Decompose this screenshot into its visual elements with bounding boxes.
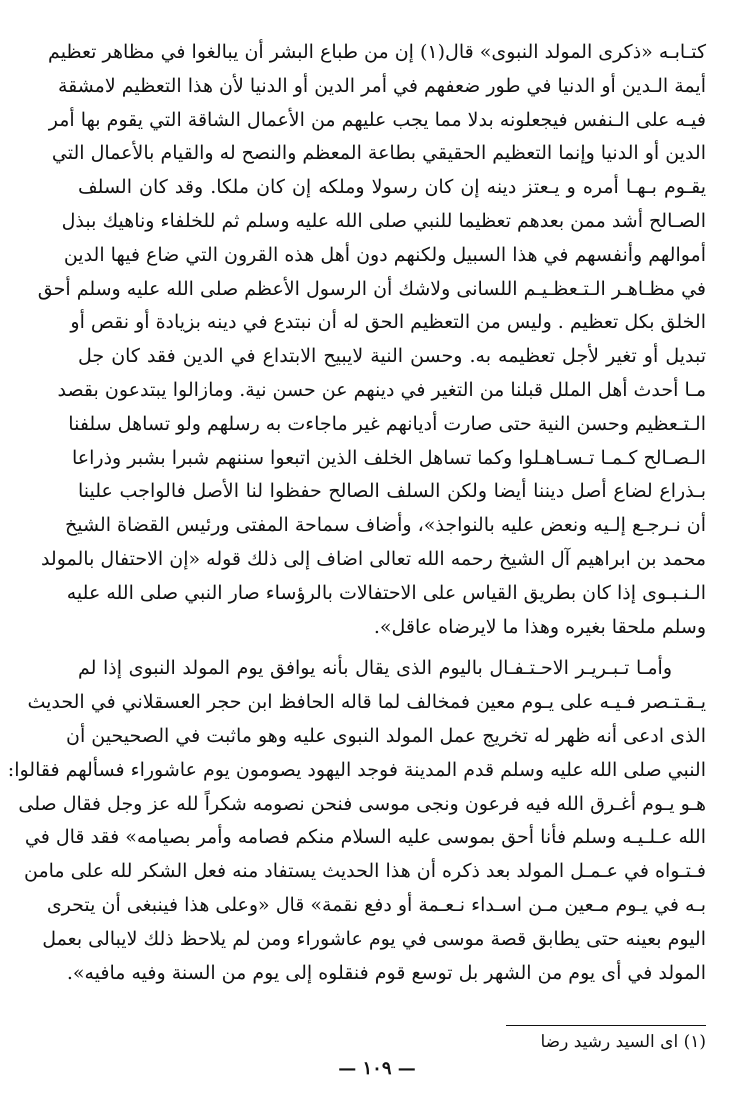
paragraph-1: [37, 36, 706, 644]
text-line: فيـه على الـنفس فيجعلونه بدلا مما يجب عليهم من الأعمال الشاقة التي يقوم بها أمر: [48, 108, 706, 131]
text-line: فـتـواه في عـمـل المولد بعد ذكره أن هذا الحديث يستفاد منه فعل الشكر لله على مامن: [23, 860, 706, 883]
footnote: (١) اى السيد رشيد رضا: [540, 1032, 706, 1052]
text-line: وسلم ملحقا بغيره وهذا ما لايرضاه عاقل».: [373, 615, 706, 638]
page-number: — ١٠٩ —: [338, 1058, 416, 1079]
text-line: في مظـاهـر الـتـعظـيـم اللسانى ولاشك أن الرسول الأعظم صلى الله عليه وسلم أحق: [37, 277, 706, 300]
text-line: النبي صلى الله عليه وسلم قدم المدينة فوجد اليهود يصومون يوم عاشوراء فسألهم فقالوا:: [7, 758, 706, 781]
text-line: أموالهم وأنفسهم في هذا السبيل ولكنهم دون أهل هذه القرون التي ضاع فيها الدين: [63, 243, 706, 266]
text-line: يـقـتـصر فـيـه على يـوم معين فمخالف لما قاله الحافظ ابن حجر العسقلاني في الحديث: [27, 691, 706, 714]
text-line: الذى ادعى أنه ظهر له تخريج عمل المولد النبوى عليه وهو ماثبت في الصحيحين أن: [66, 724, 706, 747]
text-line: بـذراع لضاع أصل ديننا أيضا ولكن السلف الصالح حفظوا لنا الأصل فالواجب علينا: [78, 480, 706, 503]
text-line: الصـالح أشد ممن بعدهم تعظيما للنبي صلى الله عليه وسلم ثم للخلفاء وناهيك ببذل: [61, 209, 706, 232]
text-line: هـو يـوم أغـرق الله فيه فرعون ونجى موسى فنحن نصومه شكراً لله عز وجل فقال صلى: [18, 792, 706, 815]
text-line: أيمة الـدين أو الدنيا في طور ضعفهم في أمر الدين أو الدنيا لأن هذا التعظيم لامشقة: [57, 74, 706, 97]
text-line: الـتـعظيم وحسن النية حتى صارت أديانهم غير ماجاءت به رسلهم ولو تساهل سلفنا: [68, 412, 706, 435]
text-line: اليوم بعينه حتى يطابق قصة موسى في يوم عاشوراء ومن لم يلاحظ ذلك لايبالى بعمل: [42, 927, 706, 950]
text-line: يقـوم بـهـا أمره و يـعتز دينه إن كان رسولا وملكه إن كان ملكا. وقد كان السلف: [78, 176, 706, 199]
text-line: أن نـرجـع إلـيه ونعض عليه بالنواجذ»، وأضاف سماحة المفتى ورئيس القضاة الشيخ: [64, 514, 706, 537]
text-line: بـه في يـوم مـعين مـن اسـداء نـعـمة أو دفع نقمة» قال «وعلى هذا فينبغى أن يتحرى: [46, 893, 706, 916]
text-line: الدين أو الدنيا وإنما التعظيم الحقيقي بطاعة المعظم والنصح له والقيام بالأعمال التي: [51, 142, 706, 165]
text-line: الـصـالح كـمـا تـسـاهـلوا وكما تساهل الخلف الذين اتبعوا سننهم شبرا بشبر وذراعا: [72, 446, 706, 469]
text-line: الخلق بكل تعظيم . وليس من التعظيم الحق له أن نبتدع في دينه بزيادة أو نقص أو: [70, 311, 706, 334]
text-line: وأمـا تـبـريـر الاحـتـفـال باليوم الذى يقال بأنه يوافق يوم المولد النبوى إذا لم: [78, 657, 672, 680]
text-line: المولد في أى يوم من الشهر بل توسع قوم فنقلوه إلى يوم من السنة وفيه مافيه».: [66, 961, 706, 984]
text-line: تبديل أو تغير لأجل تعظيمه به. وحسن النية لايبيح الابتداع في الدين فقد كان جل: [78, 345, 706, 368]
main-text: [7, 36, 706, 990]
text-line: محمد بن ابراهيم آل الشيخ رحمه الله تعالى اضاف إلى ذلك قوله «إن الاحتفال بالمولد: [40, 547, 706, 570]
text-line: كتـابـه «ذكرى المولد النبوى» قال(١) إن من طباع البشر أن يبالغوا في مظاهر تعظيم: [48, 41, 706, 63]
paragraph-2: [7, 652, 706, 990]
text-line: الله عـلـيـه وسلم فأنا أحق بموسى عليه السلام منكم فصامه وأمر بصيامه» فقد قال في: [24, 826, 706, 849]
text-line: مـا أحدث أهل الملل قبلنا من التغير في دينهم عن حسن نية. ومازالوا يبتدعون بقصد: [57, 378, 706, 401]
text-line: الـنـبـوى إذا كان بطريق القياس على الاحتفالات بالرؤساء صار النبي صلى الله عليه: [66, 581, 706, 604]
